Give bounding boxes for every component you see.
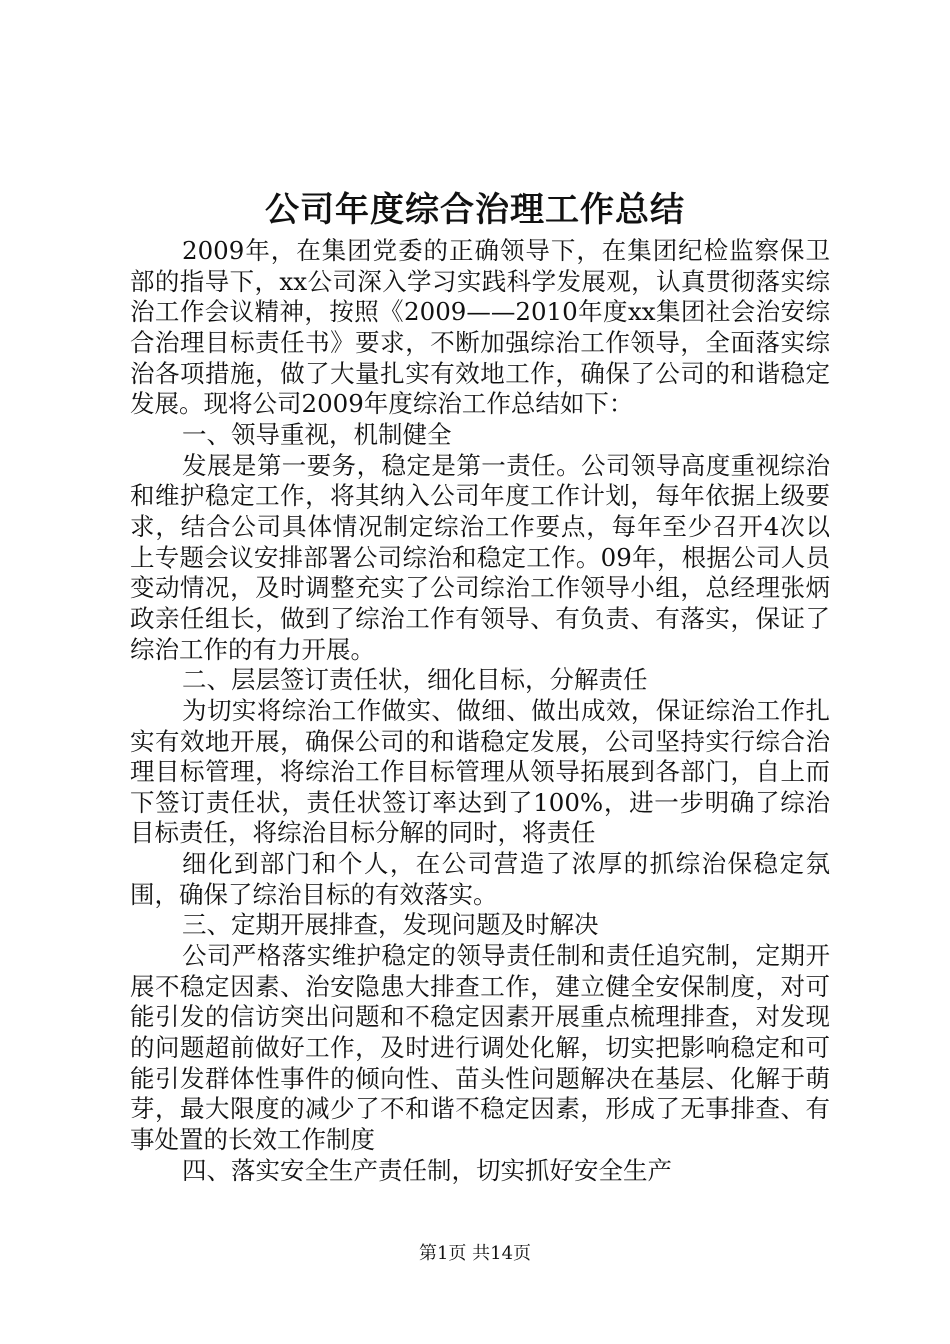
section-heading-2: 二、层层签订责任状，细化目标，分解责任	[182, 665, 648, 695]
document-body	[130, 236, 830, 1186]
section-heading-1: 一、领导重视，机制健全	[182, 419, 452, 449]
intro-paragraph: 2009年，在集团党委的正确领导下，在集团纪检监察保卫部的指导下，xx公司深入学习实践科学发展观，认真贯彻落实综治工作会议精神，按照《2009——2010年度xx集团社会治安综合治理目标责任书》要求，不断加强综治工作领导，全面落实综治各项措施，做了大量扎实有效地工作，确保了公司的和谐稳定发展。现将公司2009年度综治工作总结如下：	[130, 236, 830, 419]
section-paragraph-1: 发展是第一要务，稳定是第一责任。公司领导高度重视综治和维护稳定工作，将其纳入公司年度工作计划，每年依据上级要求，结合公司具体情况制定综治工作要点，每年至少召开4次以上专题会议安排部署公司综治和稳定工作。09年，根据公司人员变动情况，及时调整充实了公司综治工作领导小组，总经理张炳政亲任组长，做到了综治工作有领导、有负责、有落实，保证了综治工作的有力开展。	[130, 450, 830, 664]
section-paragraph-3: 公司严格落实维护稳定的领导责任制和责任追究制，定期开展不稳定因素、治安隐患大排查工作，建立健全安保制度，对可能引发的信访突出问题和不稳定因素开展重点梳理排查，对发现的问题超前做好工作，及时进行调处化解，切实把影响稳定和可能引发群体性事件的倾向性、苗头性问题解决在基层、化解于萌芽，最大限度的减少了不和谐不稳定因素，形成了无事排查、有事处置的长效工作制度	[130, 941, 830, 1155]
page-footer: 第1页 共14页	[418, 1243, 532, 1264]
section-paragraph-2b: 细化到部门和个人，在公司营造了浓厚的抓综治保稳定氛围，确保了综治目标的有效落实。	[130, 849, 830, 909]
section-heading-3: 三、定期开展排查，发现问题及时解决	[182, 910, 599, 940]
section-heading-4: 四、落实安全生产责任制，切实抓好安全生产	[182, 1155, 672, 1185]
section-paragraph-2a: 为切实将综治工作做实、做细、做出成效，保证综治工作扎实有效地开展，确保公司的和谐稳定发展，公司坚持实行综合治理目标管理，将综治工作目标管理从领导拓展到各部门，自上而下签订责任状，责任状签订率达到了100%，进一步明确了综治目标责任，将综治目标分解的同时，将责任	[130, 695, 830, 848]
document-title: 公司年度综合治理工作总结	[265, 190, 685, 230]
